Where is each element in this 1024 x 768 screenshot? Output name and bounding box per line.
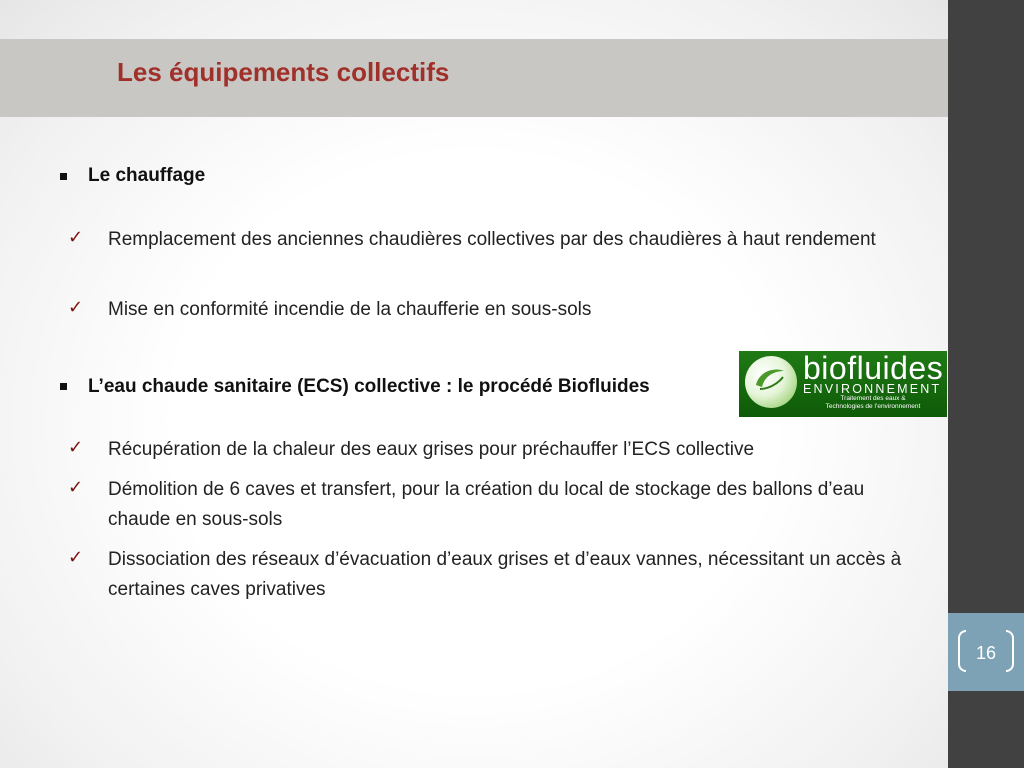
checkmark-icon: ✓: [68, 297, 84, 318]
list-item: Récupération de la chaleur des eaux grises pour préchauffer l’ECS collective: [108, 439, 755, 460]
checkmark-icon: ✓: [68, 547, 84, 568]
list-item: Dissociation des réseaux d’évacuation d’eaux grises et d’eaux vannes, nécessitant un accès à certaines caves privatives: [108, 549, 902, 600]
leaf-swoosh-icon: [753, 365, 787, 393]
biofluides-logo: [739, 351, 947, 417]
square-bullet-icon: [60, 173, 67, 180]
square-bullet-icon: [60, 383, 67, 390]
logo-tagline-line2: Technologies de l’environnement: [825, 403, 921, 410]
checkmark-icon: ✓: [68, 227, 84, 248]
slide-title: Les équipements collectifs: [117, 57, 450, 87]
checkmark-icon: ✓: [68, 437, 84, 458]
section-heading-ecs: [88, 376, 650, 398]
page-number: 16: [975, 643, 997, 663]
section-heading-ecs-text: L’eau chaude sanitaire (ECS) collective : le procédé Biofluides: [88, 376, 650, 397]
checkmark-icon: ✓: [68, 477, 84, 498]
list-item: Remplacement des anciennes chaudières collectives par des chaudières à haut rendement: [108, 229, 876, 250]
section-heading-chauffage: Le chauffage: [88, 165, 206, 186]
logo-tagline-line1: Traitement des eaux &: [840, 395, 906, 402]
logo-name: biofluides: [803, 351, 944, 386]
logo-tagline: [799, 395, 947, 411]
logo-subtitle: ENVIRONNEMENT: [803, 382, 942, 396]
list-item: Démolition de 6 caves et transfert, pour la création du local de stockage des ballons d’eau chaude en sous-sols: [108, 479, 865, 530]
list-item: Mise en conformité incendie de la chaufferie en sous-sols: [108, 299, 592, 320]
page-number-box: [948, 613, 1024, 691]
